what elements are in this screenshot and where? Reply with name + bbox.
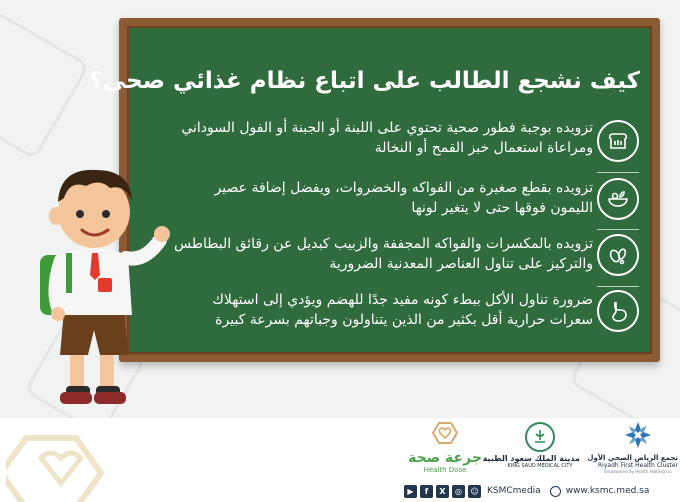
stomach-icon	[597, 290, 639, 332]
divider	[597, 286, 639, 287]
cluster-subtitle: Empowered by Health Holding co.	[604, 469, 672, 474]
board-title: كيف نشجع الطالب على اتباع نظام غذائي صحي؟	[89, 68, 640, 94]
student-illustration	[20, 150, 170, 410]
background-hexagon	[0, 10, 90, 160]
divider	[597, 229, 639, 230]
ksmc-emblem-icon	[525, 422, 555, 452]
x-icon[interactable]: X	[436, 485, 449, 498]
bread-icon	[597, 120, 639, 162]
ksmc-name-ar: مدينة الملك سعود الطبية	[482, 454, 580, 463]
tip-item	[170, 178, 659, 228]
health-dose-en: Health Dose	[423, 466, 467, 474]
riyadh-cluster-logo	[587, 420, 679, 474]
health-dose-logo	[400, 420, 490, 474]
social-handle[interactable]: KSMCmedia	[487, 486, 541, 496]
snapchat-icon[interactable]: ☺	[468, 485, 481, 498]
tip-text: تزويده بقطع صغيرة من الفواكه والخضروات، ويفضل إضافة عصير الليمون فوقها حتى لا يتغير لونها	[214, 180, 593, 216]
salad-bowl-icon	[597, 178, 639, 220]
tip-text: ضرورة تناول الأكل ببطء كونه مفيد جدًا للهضم ويؤدي إلى استهلاك سعرات حرارية أقل بكثير من الذين يتناولون وجباتهم بسرعة كبيرة	[212, 292, 593, 328]
tip-text: تزويده بوجبة فطور صحية تحتوي على اللبنة أو الجبنة أو الفول السوداني ومراعاة استعمال خبز القمح أو النخالة	[181, 120, 593, 156]
nuts-icon	[597, 234, 639, 276]
cluster-name-en: Riyadh First Health Cluster	[598, 462, 679, 469]
ksmc-name-en: KING SAUD MEDICAL CITY	[507, 463, 573, 469]
cluster-name-ar: تجمع الرياض الصحي الأول	[587, 454, 678, 462]
tip-item	[170, 234, 659, 284]
globe-icon	[550, 486, 561, 497]
facebook-icon[interactable]: f	[420, 485, 433, 498]
tip-text: تزويده بالمكسرات والفواكه المجففة والزبيب كبديل عن رقائق البطاطس والتركيز على تناول العناصر المعدنية الضرورية	[173, 236, 593, 272]
cluster-flower-icon	[623, 420, 653, 450]
website-link[interactable]: www.ksmc.med.sa	[565, 486, 650, 496]
health-dose-ar: جرعة صحة	[408, 450, 482, 466]
social-bar	[404, 484, 649, 498]
tip-item	[170, 118, 659, 168]
heart-hexagon-icon	[432, 420, 458, 446]
divider	[597, 172, 639, 173]
youtube-icon[interactable]: ▶	[404, 485, 417, 498]
ksmc-logo	[482, 422, 580, 469]
tip-item	[170, 290, 659, 340]
footer-hexagon-decoration	[6, 428, 126, 502]
instagram-icon[interactable]: ◎	[452, 485, 465, 498]
